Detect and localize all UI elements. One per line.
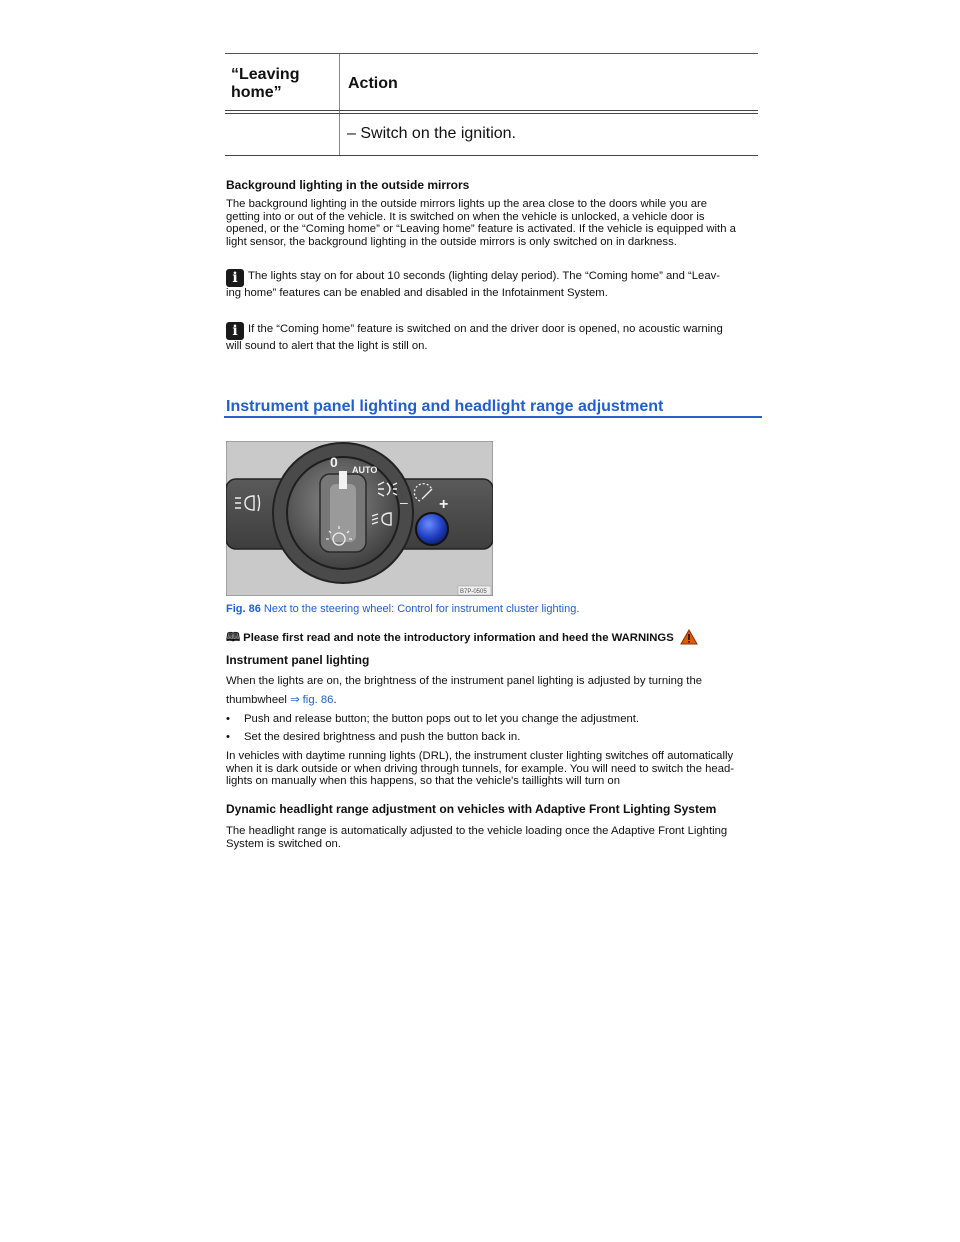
table-header-action: Action (348, 75, 398, 92)
bullet-item: • Push and release button; the button pops out to let you change the adjustment. (226, 713, 640, 725)
thumbwheel-button[interactable] (416, 513, 448, 545)
background-lighting-heading: Background lighting in the outside mirrors (226, 178, 470, 192)
note-lighting-delay (226, 269, 761, 300)
body-text: thumbwheel (226, 694, 291, 706)
body-line: In vehicles with daytime running lights (DRL), the instrument cluster lighting switches off automatically (226, 750, 734, 762)
table-top-border (225, 53, 758, 54)
info-note-icon: i (226, 322, 244, 340)
bullet-item: • Set the desired brightness and push the button back in. (226, 731, 521, 743)
warnings-text: Please first read and note the introductory information and heed the WARNINGS (243, 632, 674, 644)
section-divider (224, 416, 762, 418)
figure-label: Fig. 86 (226, 603, 261, 615)
table-header-leaving-home: “Leaving home” (231, 66, 300, 101)
body-line: The headlight range is automatically adjusted to the vehicle loading once the Adaptive Front Lighting (226, 825, 728, 837)
light-switch-figure (226, 441, 493, 596)
drl-paragraph (226, 750, 786, 788)
dynamic-headlight-heading: Dynamic headlight range adjustment on vehicles with Adaptive Front Lighting System (226, 802, 717, 816)
table-header-border (225, 110, 758, 111)
position-auto-label: AUTO (352, 465, 378, 475)
body-line: opened, or the “Coming home” or “Leaving home” feature is activated. If the vehicle is equipped with a (226, 223, 736, 236)
figure-link[interactable]: ⇒ fig. 86 (290, 694, 334, 706)
table-bottom-border (225, 155, 758, 156)
instrument-body1: When the lights are on, the brightness of the instrument panel lighting is adjusted by turning the (226, 675, 703, 687)
body-line: light sensor, the background lighting in the outside mirrors is only switched on in darkness. (226, 235, 677, 248)
warning-triangle-icon[interactable] (680, 629, 698, 648)
instrument-body2 (226, 694, 761, 707)
note-text: ing home” features can be enabled and disabled in the Infotainment System. (226, 287, 608, 299)
range-plus-label: + (439, 496, 449, 513)
body-line: when it is dark outside or when driving through tunnels, for example. You will need to switch the head- (226, 762, 735, 775)
section-title: Instrument panel lighting and headlight range adjustment (226, 398, 664, 415)
info-note-icon: i (226, 269, 244, 287)
body-line: The background lighting in the outside mirrors lights up the area close to the doors while you are (226, 198, 708, 210)
body-line: lights on manually when this happens, so that the vehicle's taillights will turn on (226, 775, 621, 788)
figure-caption-text: Next to the steering wheel: Control for instrument cluster lighting. (260, 603, 580, 615)
body-line: System is switched on. (226, 837, 341, 850)
table-header-border-double (225, 113, 758, 114)
note-text: If the “Coming home” feature is switched on and the driver door is opened, no acoustic warning (248, 323, 723, 335)
book-icon: 🕮 (226, 630, 241, 644)
bullet-text: Set the desired brightness and push the button back in. (244, 731, 521, 743)
body-line: getting into or out of the vehicle. It is switched on when the vehicle is unlocked, a vehicle door is (226, 210, 705, 223)
dynamic-headlight-body (226, 825, 786, 850)
note-text: The lights stay on for about 10 seconds (lighting delay period). The “Coming home” and “Leav- (248, 270, 721, 282)
body-text: . (333, 694, 337, 706)
figure-caption (226, 603, 579, 615)
bullet-text: Push and release button; the button pops out to let you change the adjustment. (244, 713, 640, 725)
warnings-reference (226, 628, 698, 649)
instrument-lighting-heading: Instrument panel lighting (226, 653, 370, 667)
note-text: will sound to alert that the light is still on. (226, 340, 428, 352)
figure-code: B7P-0505 (460, 589, 487, 595)
background-lighting-body (226, 198, 761, 248)
table-cell-action: – Switch on the ignition. (347, 125, 516, 142)
range-minus-label: – (400, 494, 408, 510)
position-0-label: 0 (330, 454, 338, 470)
note-acoustic-warning (226, 322, 761, 353)
table-column-divider (339, 54, 340, 156)
